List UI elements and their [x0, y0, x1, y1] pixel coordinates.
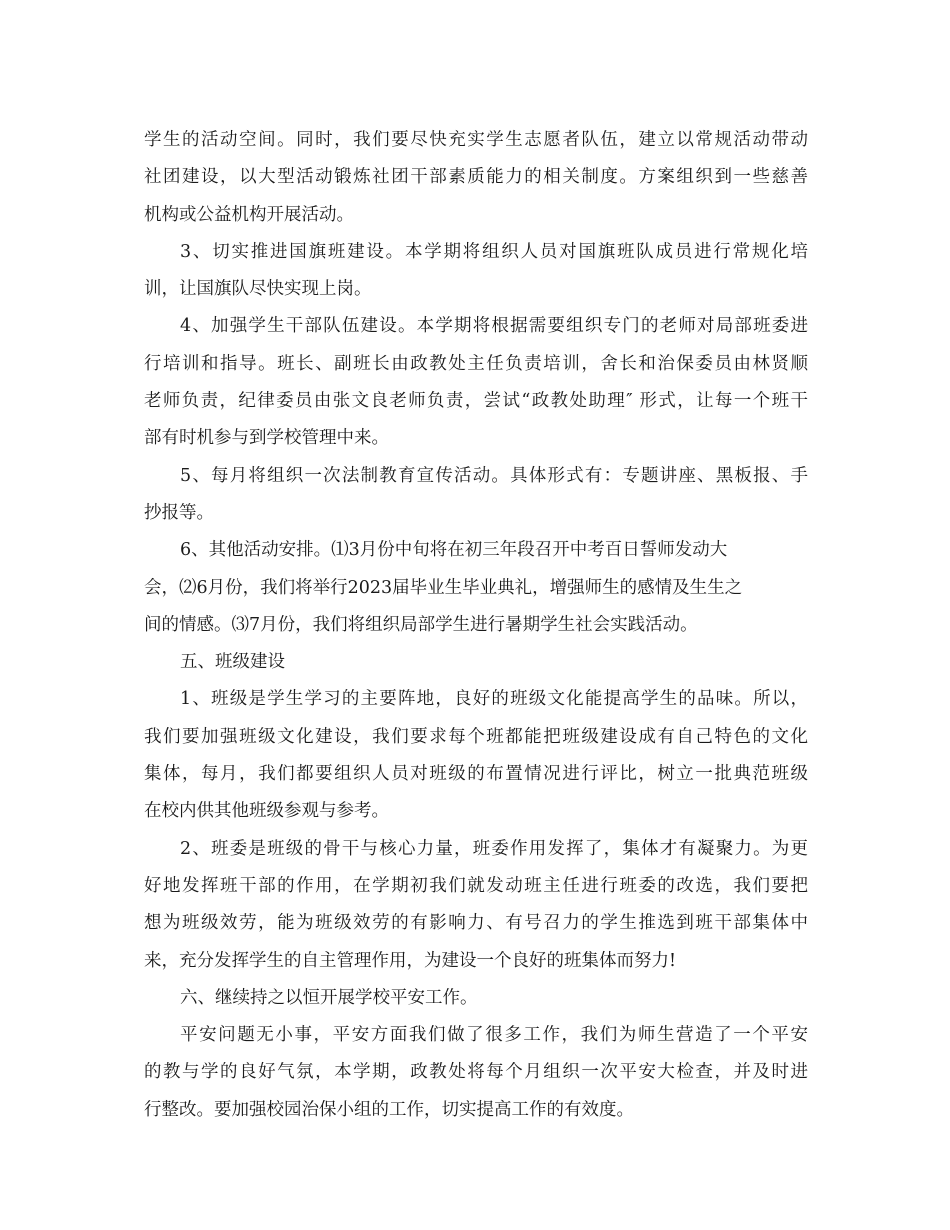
- text-line: 3、切实推进国旗班建设。本学期将组织人员对国旗班队成员进行常规化培: [180, 241, 808, 262]
- text-line: 抄报等。: [144, 502, 214, 523]
- text-line: 学生的活动空间。同时，我们要尽快充实学生志愿者队伍，建立以常规活动带动: [144, 130, 808, 150]
- text-line: 部有时机参与到学校管理中来。: [144, 428, 389, 449]
- text-line: 平安问题无小事，平安方面我们做了很多工作，我们为师生营造了一个平安: [180, 1025, 808, 1046]
- text-line: 社团建设，以大型活动锻炼社团干部素质能力的相关制度。方案组织到一些慈善: [144, 167, 808, 188]
- text-line: 训，让国旗队尽快实现上岗。: [144, 279, 372, 300]
- text-line: 行培训和指导。班长、副班长由政教处主任负责培训，舍长和治保委员由林贤顺: [144, 353, 808, 374]
- text-line: 在校内供其他班级参观与参考。: [144, 801, 389, 822]
- text-line: 机构或公益机构开展活动。: [144, 204, 354, 225]
- text-line: 好地发挥班干部的作用，在学期初我们就发动班主任进行班委的改选，我们要把: [144, 875, 808, 896]
- text-line: 行整改。要加强校园治保小组的工作，切实提高工作的有效度。: [144, 1099, 634, 1120]
- text-line: 集体，每月，我们都要组织人员对班级的布置情况进行评比，树立一批典范班级: [144, 764, 808, 785]
- text-line: 间的情感。⑶7月份，我们将组织局部学生进行暑期学生社会实践活动。: [144, 614, 698, 635]
- text-line: 6、其他活动安排。⑴3月份中旬将在初三年段召开中考百日誓师发动大: [180, 540, 728, 561]
- text-line: 我们要加强班级文化建设，我们要求每个班都能把班级建设成有自己特色的文化: [144, 726, 808, 747]
- text-line: 五、班级建设: [180, 652, 285, 673]
- text-line: 4、加强学生干部队伍建设。本学期将根据需要组织专门的老师对局部班委进: [180, 316, 808, 337]
- text-line: 的教与学的良好气氛，本学期，政教处将每个月组织一次平安大检查，并及时进: [144, 1062, 808, 1083]
- text-line: 六、继续持之以恒开展学校平安工作。: [180, 987, 478, 1008]
- text-line: 想为班级效劳，能为班级效劳的有影响力、有号召力的学生推选到班干部集体中: [144, 913, 808, 934]
- text-line: 来，充分发挥学生的自主管理作用，为建设一个良好的班集体而努力!: [144, 950, 677, 971]
- text-line: 会，⑵6月份，我们将举行2023届毕业生毕业典礼，增强师生的感情及生生之: [144, 577, 743, 598]
- text-line: 老师负责，纪律委员由张文良老师负责，尝试“政教处助理″ 形式，让每一个班干: [144, 391, 808, 412]
- text-line: 1、班级是学生学习的主要阵地，良好的班级文化能提高学生的品味。所以，: [180, 689, 808, 710]
- document-body: [144, 122, 808, 1129]
- text-line: 2、班委是班级的骨干与核心力量，班委作用发挥了，集体才有凝聚力。为更: [180, 838, 808, 859]
- text-line: 5、每月将组织一次法制教育宣传活动。具体形式有：专题讲座、黑板报、手: [180, 465, 808, 486]
